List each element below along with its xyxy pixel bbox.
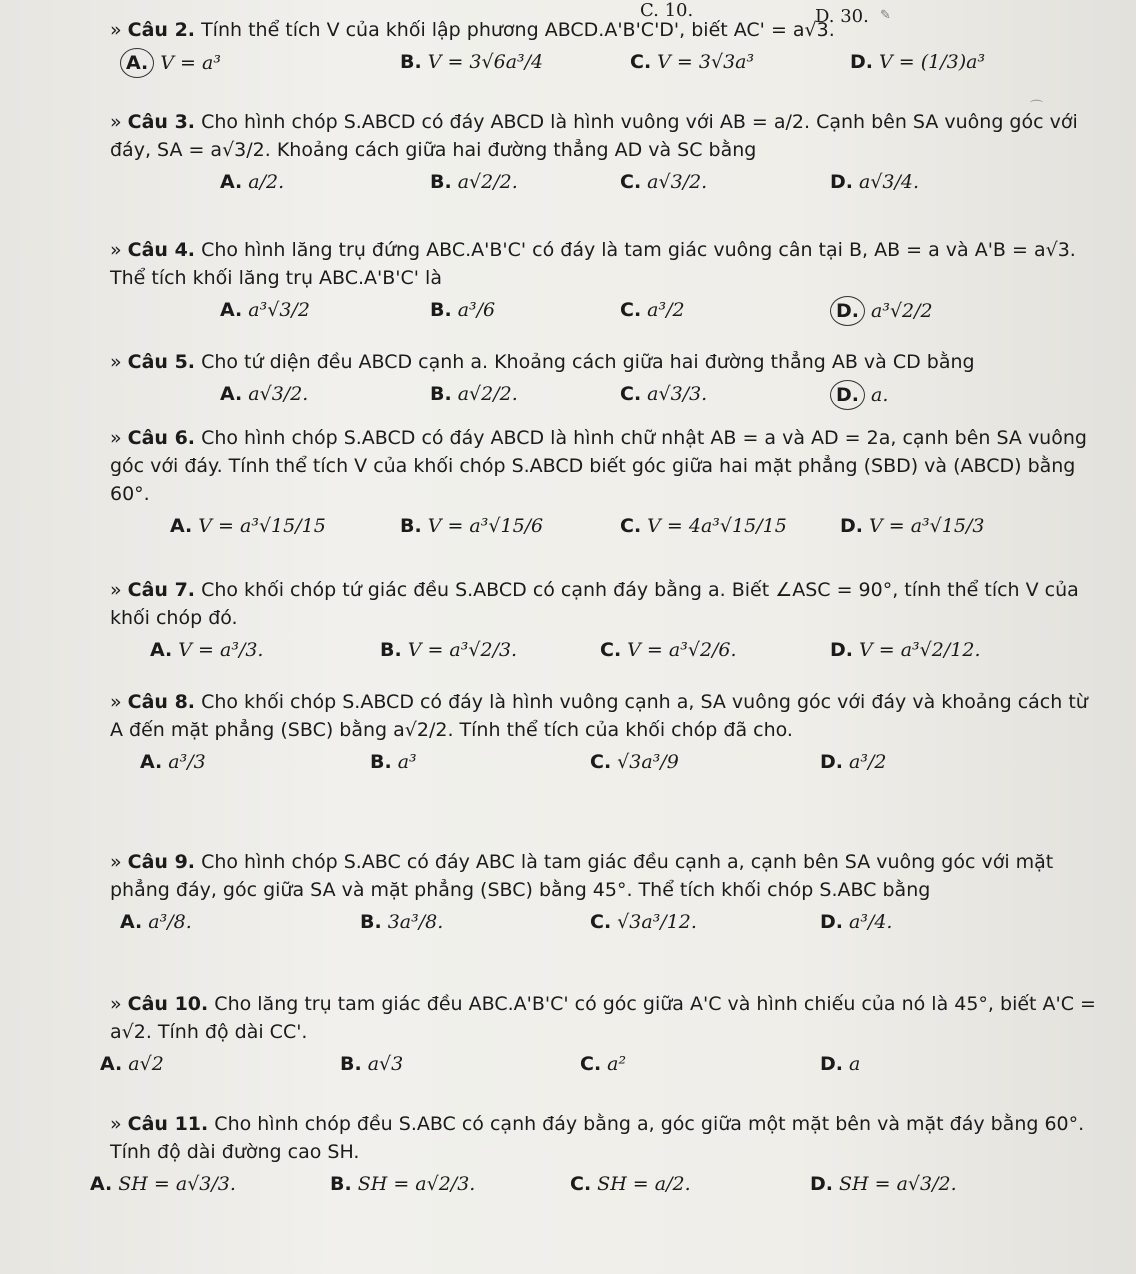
option-d[interactable]: D. V = a³√15/3 [840,515,985,537]
option-b[interactable]: B. a³ [370,751,417,773]
option-d[interactable]: D. a³/2 [820,751,887,773]
option-b[interactable]: B. a√3 [340,1053,404,1075]
question-5: » Câu 5. Cho tứ diện đều ABCD cạnh a. Khoảng cách giữa hai đường thẳng AB và CD bằng A. a√3/2. B. a√2/2. C. a√3/3. D. a. [110,348,1100,426]
question-stem: Cho khối chóp tứ giác đều S.ABCD có cạnh đáy bằng a. Biết ∠ASC = 90°, tính thể tích V của khối chóp đó. [110,579,1079,629]
option-a[interactable]: A. a/2. [220,171,285,193]
question-number: Câu 5. [127,351,196,373]
option-c[interactable]: C. V = 3√3a³ [630,51,755,73]
option-a[interactable]: A. V = a³√15/15 [170,515,326,537]
prev-option-d: D. 30. [815,6,869,27]
options-row [110,296,1100,342]
option-a[interactable]: A. a√2 [100,1053,164,1075]
question-8: » Câu 8. Cho khối chóp S.ABCD có đáy là hình vuông cạnh a, SA vuông góc với đáy và khoảng cách từ A đến mặt phẳng (SBC) bằng a√2/2. Tính thể tích của khối chóp đã cho. A. a³/3 B. a³ C. √3a³/9 D. a³/2 [110,688,1100,794]
option-a[interactable]: A. V = a³ [120,48,221,78]
option-a[interactable]: A. a³/8. [120,911,192,933]
question-number: Câu 8. [127,691,196,713]
option-d[interactable]: D. a³/4. [820,911,893,933]
option-a[interactable]: A. a³/3 [140,751,206,773]
option-b[interactable]: B. V = 3√6a³/4 [400,51,544,73]
options-row [110,512,1100,558]
question-number: Câu 7. [127,579,196,601]
question-11: » Câu 11. Cho hình chóp đều S.ABC có cạnh đáy bằng a, góc giữa một mặt bên và mặt đáy bằng 60°. Tính độ dài đường cao SH. A. SH = a√3/3. B. SH = a√2/3. C. SH = a/2. D. SH = a√3/2. [110,1110,1100,1216]
question-number: Câu 6. [127,427,196,449]
option-d[interactable]: D. a. [830,380,888,410]
option-b[interactable]: B. SH = a√2/3. [330,1173,476,1195]
options-row [90,1170,1100,1216]
options-row [100,1050,1100,1096]
question-stem: Cho hình chóp S.ABC có đáy ABC là tam giác đều cạnh a, cạnh bên SA vuông góc với mặt phẳng đáy, góc giữa SA và mặt phẳng (SBC) bằng 45°. Thể tích khối chóp S.ABC bằng [110,851,1054,901]
option-c[interactable]: C. a√3/2. [620,171,708,193]
option-c[interactable]: C. √3a³/12. [590,911,697,933]
pencil-scribble: ✎ [880,8,891,23]
option-c[interactable]: C. a² [580,1053,627,1075]
pencil-scribble: ⌒ [1030,100,1044,115]
option-d[interactable]: D. a [820,1053,861,1075]
option-d[interactable]: D. a√3/4. [830,171,920,193]
question-stem: Cho hình lăng trụ đứng ABC.A'B'C' có đáy là tam giác vuông cân tại B, AB = a và A'B = a√3. Thể tích khối lăng trụ ABC.A'B'C' là [110,239,1076,289]
option-b[interactable]: B. a√2/2. [430,171,518,193]
option-b[interactable]: B. 3a³/8. [360,911,444,933]
question-number: Câu 4. [127,239,196,261]
question-stem: Cho khối chóp S.ABCD có đáy là hình vuông cạnh a, SA vuông góc với đáy và khoảng cách từ A đến mặt phẳng (SBC) bằng a√2/2. Tính thể tích của khối chóp đã cho. [110,691,1088,741]
options-row [110,168,1100,214]
question-stem: Cho lăng trụ tam giác đều ABC.A'B'C' có góc giữa A'C và hình chiếu của nó là 45°, biết A'C = a√2. Tính độ dài CC'. [110,993,1096,1043]
question-number: Câu 10. [127,993,209,1015]
question-2: » Câu 2. Tính thể tích V của khối lập phương ABCD.A'B'C'D', biết AC' = a√3. A. V = a³ B. V = 3√6a³/4 C. V = 3√3a³ D. V = (1/3)a³ [110,16,1100,94]
question-stem: Cho hình chóp S.ABCD có đáy ABCD là hình vuông với AB = a/2. Cạnh bên SA vuông góc với đáy, SA = a√3/2. Khoảng cách giữa hai đường thẳng AD và SC bằng [110,111,1078,161]
options-row [110,636,1100,682]
option-c[interactable]: C. √3a³/9 [590,751,679,773]
question-stem: Cho tứ diện đều ABCD cạnh a. Khoảng cách giữa hai đường thẳng AB và CD bằng [201,351,975,373]
option-b[interactable]: B. a√2/2. [430,383,518,405]
option-c[interactable]: C. V = 4a³√15/15 [620,515,787,537]
question-7: » Câu 7. Cho khối chóp tứ giác đều S.ABCD có cạnh đáy bằng a. Biết ∠ASC = 90°, tính thể tích V của khối chóp đó. A. V = a³/3. B. V = a³√2/3. C. V = a³√2/6. D. V = a³√2/12. [110,576,1100,682]
question-number: Câu 11. [127,1113,209,1135]
question-number: Câu 3. [127,111,196,133]
options-row [110,748,1100,794]
prev-option-c: C. 10. [640,0,694,21]
question-stem: Cho hình chóp đều S.ABC có cạnh đáy bằng a, góc giữa một mặt bên và mặt đáy bằng 60°. Tính độ dài đường cao SH. [110,1113,1085,1163]
option-a[interactable]: A. a³√3/2 [220,299,310,321]
question-3: » Câu 3. Cho hình chóp S.ABCD có đáy ABCD là hình vuông với AB = a/2. Cạnh bên SA vuông góc với đáy, SA = a√3/2. Khoảng cách giữa hai đường thẳng AD và SC bằng A. a/2. B. a√2/2. C. a√3/2. D. a√3/4. [110,108,1100,214]
option-b[interactable]: B. a³/6 [430,299,496,321]
options-row [110,48,1100,94]
option-a[interactable]: A. SH = a√3/3. [90,1173,236,1195]
question-number: Câu 9. [127,851,196,873]
question-stem: Tính thể tích V của khối lập phương ABCD.A'B'C'D', biết AC' = a√3. [201,19,835,41]
option-d[interactable]: D. a³√2/2 [830,296,933,326]
option-b[interactable]: B. V = a³√15/6 [400,515,544,537]
option-a[interactable]: A. V = a³/3. [150,639,264,661]
option-d[interactable]: D. V = (1/3)a³ [850,51,986,73]
question-stem: Cho hình chóp S.ABCD có đáy ABCD là hình chữ nhật AB = a và AD = 2a, cạnh bên SA vuông góc với đáy. Tính thể tích V của khối chóp S.ABCD biết góc giữa hai mặt phẳng (SBD) và (ABCD) bằng 60°. [110,427,1087,505]
question-10: » Câu 10. Cho lăng trụ tam giác đều ABC.A'B'C' có góc giữa A'C và hình chiếu của nó là 45°, biết A'C = a√2. Tính độ dài CC'. A. a√2 B. a√3 C. a² D. a [110,990,1100,1096]
option-b[interactable]: B. V = a³√2/3. [380,639,518,661]
option-c[interactable]: C. SH = a/2. [570,1173,691,1195]
option-c[interactable]: C. a³/2 [620,299,685,321]
option-d[interactable]: D. V = a³√2/12. [830,639,981,661]
options-row [110,908,1100,954]
question-9: » Câu 9. Cho hình chóp S.ABC có đáy ABC là tam giác đều cạnh a, cạnh bên SA vuông góc với mặt phẳng đáy, góc giữa SA và mặt phẳng (SBC) bằng 45°. Thể tích khối chóp S.ABC bằng A. a³/8. B. 3a³/8. C. √3a³/12. D. a³/4. [110,848,1100,954]
question-4: » Câu 4. Cho hình lăng trụ đứng ABC.A'B'C' có đáy là tam giác vuông cân tại B, AB = a và A'B = a√3. Thể tích khối lăng trụ ABC.A'B'C' là A. a³√3/2 B. a³/6 C. a³/2 D. a³√2/2 [110,236,1100,342]
question-number: Câu 2. [127,19,196,41]
option-a[interactable]: A. a√3/2. [220,383,309,405]
option-c[interactable]: C. V = a³√2/6. [600,639,737,661]
option-c[interactable]: C. a√3/3. [620,383,708,405]
question-6: » Câu 6. Cho hình chóp S.ABCD có đáy ABCD là hình chữ nhật AB = a và AD = 2a, cạnh bên SA vuông góc với đáy. Tính thể tích V của khối chóp S.ABCD biết góc giữa hai mặt phẳng (SBD) và (ABCD) bằng 60°. A. V = a³√15/15 B. V = a³√15/6 C. V = 4a³√15/15 D. V = a³√15/3 [110,424,1100,558]
option-d[interactable]: D. SH = a√3/2. [810,1173,957,1195]
options-row [110,380,1100,426]
